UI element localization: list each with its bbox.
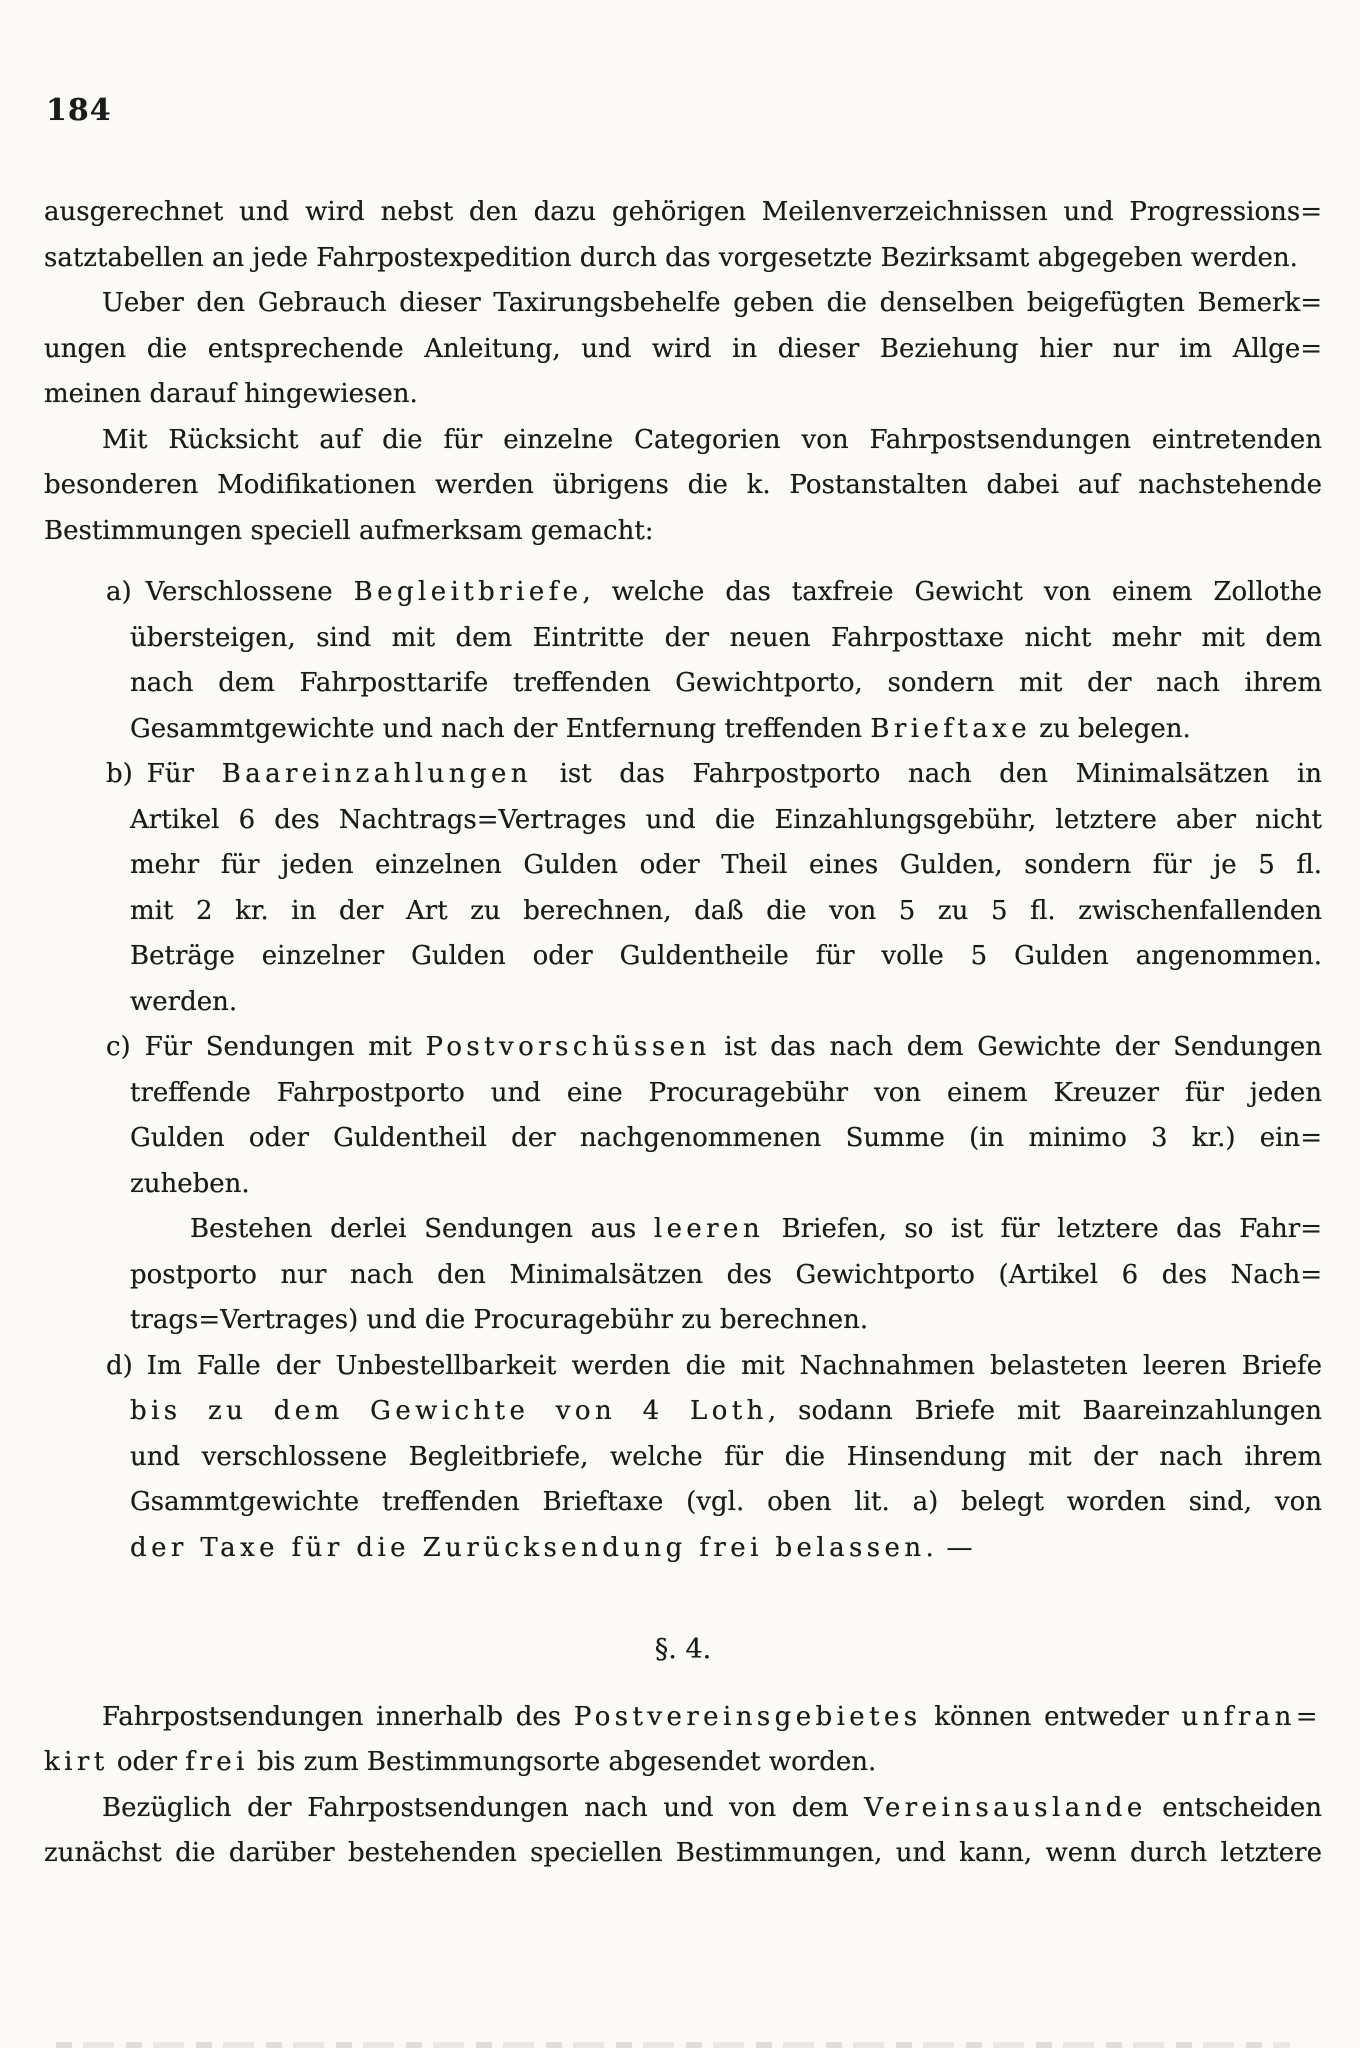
- text-run: Fahrpostsendungen innerhalb des: [102, 1701, 574, 1732]
- text-run: ausgerechnet und wird nebst den dazu gehörigen Meilenverzeichnissen und Progressions=: [44, 197, 1322, 227]
- text-line: [130, 1435, 1322, 1481]
- text-run: meinen darauf hingewiesen.: [44, 379, 418, 409]
- text-run: zuheben.: [130, 1168, 250, 1199]
- text-run: zunächst die darüber bestehenden speciellen Bestimmungen, und kann, wenn durch letztere: [44, 1838, 1322, 1868]
- text-line: [130, 616, 1322, 662]
- text-run: ungen die entsprechende Anleitung, und wird in dieser Beziehung hier nur im Allge=: [44, 333, 1322, 364]
- text-line: [130, 1116, 1322, 1162]
- text-run: und verschlossene Begleitbriefe, welche für die Hinsendung mit der nach ihrem: [130, 1441, 1322, 1472]
- text-run: Gulden oder Guldentheil der nachgenommenen Summe (in minimo 3 kr.) ein=: [130, 1123, 1322, 1153]
- text-run: Briefen, so ist für letztere das Fahr=: [764, 1214, 1322, 1244]
- letterspaced-text: Baareinzahlungen: [221, 759, 532, 789]
- text-line: [130, 889, 1322, 935]
- text-run: Bestehen derlei Sendungen aus: [190, 1214, 654, 1244]
- text-line: [130, 1071, 1322, 1117]
- text-line: [44, 327, 1322, 373]
- text-line: [106, 1025, 1322, 1071]
- letterspaced-text: unfran=: [1181, 1701, 1322, 1732]
- text-run: Artikel 6 des Nachtrags=Vertrages und die Einzahlungsgebühr, letztere aber nicht: [130, 804, 1322, 835]
- text-line: [130, 1526, 1322, 1572]
- text-run: mit 2 kr. in der Art zu berechnen, daß die von 5 zu 5 fl. zwischenfallenden: [130, 895, 1322, 926]
- page-number: 184: [46, 93, 112, 128]
- text-run: Mit Rücksicht auf die für einzelne Categorien von Fahrpostsendungen eintretenden: [102, 424, 1322, 455]
- text-line: [130, 934, 1322, 980]
- text-run: satztabellen an jede Fahrpostexpedition durch das vorgesetzte Bezirksamt abgegeben werden.: [44, 242, 1298, 273]
- item-label: a): [106, 577, 132, 607]
- letterspaced-text: bis zu dem Gewichte von 4 Loth: [130, 1396, 768, 1426]
- text-line: [130, 798, 1322, 844]
- text-run: Für: [146, 759, 222, 789]
- text-line: [130, 1389, 1322, 1435]
- text-line: [130, 843, 1322, 889]
- text-line: [190, 1207, 1322, 1253]
- text-run: nach dem Fahrposttarife treffenden Gewichtporto, sondern mit der nach ihrem: [130, 668, 1322, 698]
- text-run: trags=Vertrages) und die Procuragebühr zu berechnen.: [130, 1305, 869, 1335]
- text-run: Bezüglich der Fahrpostsendungen nach und von dem: [102, 1792, 865, 1823]
- text-line: [102, 281, 1322, 327]
- text-line: [130, 1298, 1322, 1344]
- text-run: übersteigen, sind mit dem Eintritte der neuen Fahrposttaxe nicht mehr mit dem: [130, 622, 1322, 653]
- text-line: [102, 1695, 1322, 1741]
- letterspaced-text: Begleitbriefe: [353, 577, 583, 607]
- letterspaced-text: kirt: [44, 1747, 109, 1777]
- partially-cut-text-line: [56, 2042, 1290, 2048]
- text-line: [130, 661, 1322, 707]
- text-run: —: [938, 1532, 973, 1563]
- section-heading: §. 4.: [654, 1634, 712, 1665]
- text-run: Gesammtgewichte und nach der Entfernung treffenden: [130, 713, 871, 744]
- text-run: Gsammtgewichte treffenden Brieftaxe (vgl. oben lit. a) belegt worden sind, von: [130, 1487, 1322, 1517]
- text-line: [130, 980, 1322, 1026]
- section-text-block: [44, 1695, 1322, 1877]
- text-line: [44, 190, 1322, 236]
- text-run: ist das nach dem Gewichte der Sendungen: [710, 1032, 1322, 1062]
- text-line: [106, 570, 1322, 616]
- text-line: [44, 1831, 1322, 1877]
- text-line: [44, 463, 1322, 509]
- text-line: [44, 1740, 1322, 1786]
- letterspaced-text: Postvereinsgebietes: [573, 1701, 922, 1732]
- letterspaced-text: Postvorschüssen: [425, 1032, 711, 1062]
- text-line: [130, 1253, 1322, 1299]
- item-label: c): [106, 1032, 131, 1062]
- text-run: werden.: [130, 986, 238, 1017]
- text-run: , welche das taxfreie Gewicht von einem Zollothe: [582, 577, 1322, 607]
- text-run: zu belegen.: [1031, 713, 1191, 744]
- text-run: Ueber den Gebrauch dieser Taxirungsbehelfe geben die denselben beigefügten Bemerk=: [102, 288, 1322, 318]
- text-line: [106, 1344, 1322, 1390]
- text-run: Bestimmungen speciell aufmerksam gemacht:: [44, 515, 654, 546]
- text-line: [130, 1162, 1322, 1208]
- text-line: [106, 752, 1322, 798]
- letterspaced-text: Brieftaxe: [870, 713, 1032, 744]
- text-line: [44, 372, 1322, 418]
- text-run: können entweder: [921, 1701, 1182, 1732]
- text-run: bis zum Bestimmungsorte abgesendet worden.: [248, 1747, 877, 1777]
- text-run: besonderen Modifikationen werden übrigens die k. Postanstalten dabei auf nachstehende: [44, 470, 1322, 500]
- text-run: entscheiden: [1146, 1792, 1322, 1823]
- item-label: b): [106, 759, 133, 789]
- text-line: [44, 236, 1322, 282]
- text-run: , sodann Briefe mit Baareinzahlungen: [767, 1396, 1322, 1426]
- text-line: [44, 509, 1322, 555]
- text-run: ist das Fahrpostporto nach den Minimalsätzen in: [531, 759, 1323, 789]
- text-run: postporto nur nach den Minimalsätzen des Gewichtporto (Artikel 6 des Nach=: [130, 1259, 1322, 1290]
- letterspaced-text: frei: [185, 1747, 249, 1777]
- text-run: mehr für jeden einzelnen Gulden oder Theil eines Gulden, sondern für je 5 fl.: [130, 850, 1322, 880]
- item-label: d): [106, 1350, 133, 1381]
- text-line: [102, 1786, 1322, 1832]
- text-line: [102, 418, 1322, 464]
- text-run: Für Sendungen mit: [144, 1032, 426, 1062]
- letterspaced-text: der Taxe für die Zurücksendung frei belassen.: [130, 1532, 939, 1563]
- text-line: [130, 1480, 1322, 1526]
- text-run: Beträge einzelner Gulden oder Guldentheile für volle 5 Gulden angenommen.: [130, 941, 1322, 971]
- text-run: Verschlossene: [145, 577, 354, 607]
- main-text-block: [44, 190, 1322, 1571]
- text-run: treffende Fahrpostporto und eine Procuragebühr von einem Kreuzer für jeden: [130, 1077, 1322, 1108]
- text-run: Im Falle der Unbestellbarkeit werden die mit Nachnahmen belasteten leeren Briefe: [146, 1350, 1322, 1381]
- body-text: [44, 190, 1322, 1877]
- text-line: [130, 707, 1322, 753]
- letterspaced-text: Vereinsauslande: [864, 1792, 1147, 1823]
- text-run: oder: [108, 1747, 186, 1777]
- letterspaced-text: leeren: [653, 1214, 764, 1244]
